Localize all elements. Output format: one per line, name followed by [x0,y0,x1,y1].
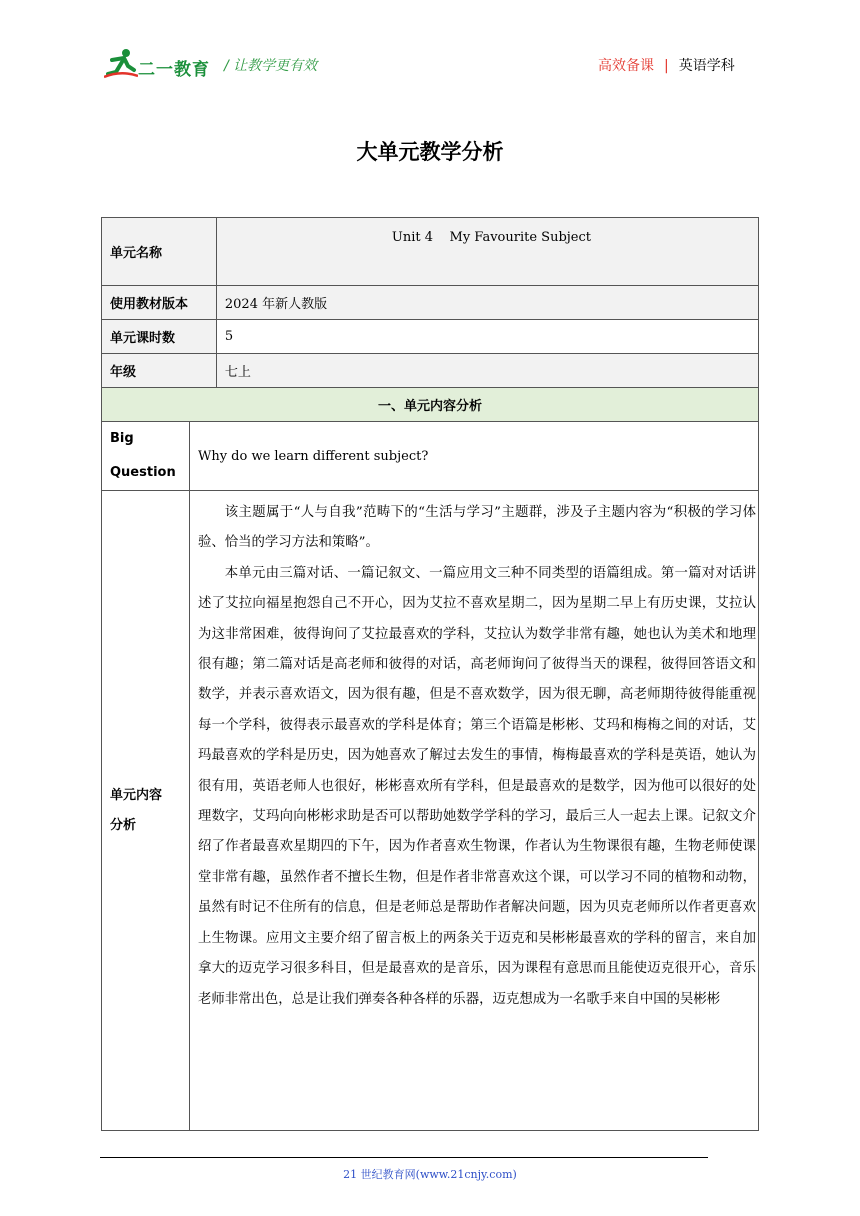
page-header [0,0,860,90]
edition-label: 使用教材版本 [102,286,217,320]
page-title: 大单元教学分析 [356,140,504,164]
unit-name-value: Unit 4 My Favourite Subject [216,218,758,286]
slogan: / 让教学更有效 [224,58,318,74]
grade-label: 年级 [102,354,217,388]
logo [104,46,224,82]
analysis-table [101,217,759,1131]
logo-text: 二一教育 [138,60,210,80]
content-label-line1: 单元内容 [110,787,163,803]
big-question-value: Why do we learn different subject? [189,422,758,491]
edition-value: 2024 年新人教版 [216,286,758,320]
header-tag-subject: 英语学科 [678,58,735,74]
grade-value: 七上 [216,354,758,388]
content-label-line2: 分析 [110,817,137,833]
runner-icon [104,46,138,80]
footer-source: 21 世纪教育网(www.21cnjy.com) [343,1168,517,1181]
big-question-label-line2: Question [110,465,176,480]
header-tag-prep: 高效备课 [598,58,654,74]
content-analysis-text [189,491,758,1131]
content-analysis-label [102,491,190,1131]
big-question-label [102,422,190,491]
header-subject [598,55,735,75]
section-heading: 一、单元内容分析 [102,388,759,422]
unit-name-label: 单元名称 [102,218,217,286]
paragraph-theme: 该主题属于“人与自我”范畴下的“生活与学习”主题群，涉及子主题内容为“积极的学习体验、恰当的学习方法和策略”。 [197,505,756,551]
paragraph-structure: 本单元由三篇对话、一篇记叙文、一篇应用文三种不同类型的语篇组成。第一篇对对话讲述了艾拉向福星抱怨自己不开心，因为艾拉不喜欢星期二，因为星期二早上有历史课，艾拉认为这非常困难，彼得询问了艾拉最喜欢的学科，艾拉认为数学非常有趣，她也认为美术和地理很有趣；第二篇对话是高老师和彼得的对话，高老师询问了彼得当天的课程，彼得回答语文和数学，并表示喜欢语文，因为很有趣，但是不喜欢数学，因为很无聊，高老师期待彼得能重视每一个学科，彼得表示最喜欢的学科是体育；第三个语篇是彬彬、艾玛和梅梅之间的对话，艾玛最喜欢的学科是历史，因为她喜欢了解过去发生的事情，梅梅最喜欢的学科是英语，她认为很有用，英语老师人也很好，彬彬喜欢所有学科，但是最喜欢的是数学，因为他可以很好的处理数字，艾玛向向彬彬求助是否可以帮助她数学学科的学习，最后三人一起去上课。记叙文介绍了作者最喜欢星期四的下午，因为作者喜欢生物课，作者认为生物课很有趣，生物老师使课堂非常有趣，虽然作者不擅长生物，但是作者非常喜欢这个课，可以学习不同的植物和动物，虽然有时记不住所有的信息，但是老师总是帮助作者解决问题，因为贝克老师所以作者更喜欢上生物课。应用文主要介绍了留言板上的两条关于迈克和吴彬彬最喜欢的学科的留言，来自加拿大的迈克学习很多科目，但是最喜欢的是音乐，因为课程有意思而且能使迈克很开心，音乐老师非常出色，总是让我们弹奏各种各样的乐器，迈克想成为一名歌手来自中国的吴彬彬 [197,565,756,1007]
periods-label: 单元课时数 [102,320,217,354]
header-separator: | [664,58,669,74]
footer-divider [100,1157,708,1158]
periods-value: 5 [216,320,758,354]
big-question-label-line1: Big [110,431,134,446]
